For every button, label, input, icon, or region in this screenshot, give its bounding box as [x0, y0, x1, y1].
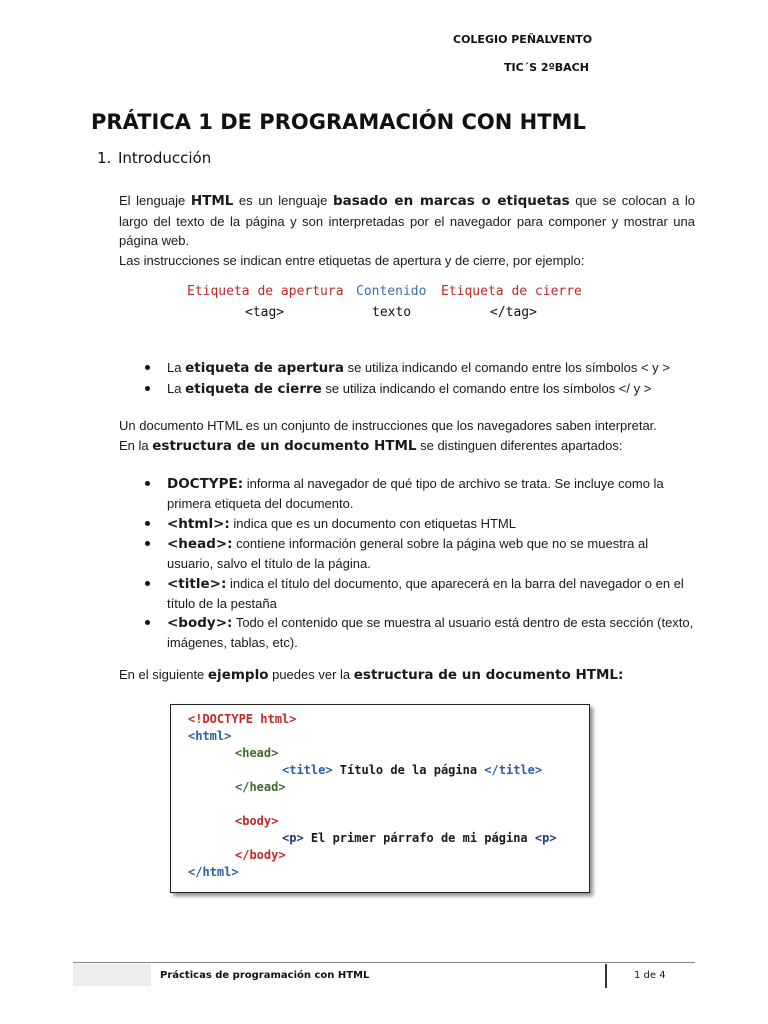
text-run: En el siguiente — [119, 667, 208, 682]
bold-run: basado en marcas o etiquetas — [332, 193, 570, 209]
tag-bullet-list — [145, 358, 695, 400]
structure-bullet-list — [145, 474, 695, 653]
section-title: Introducción — [118, 149, 212, 167]
text-run: Un documento HTML es un conjunto de instrucciones que los navegadores saben interpretar. — [119, 418, 657, 433]
footer-title: Prácticas de programación con HTML — [160, 970, 370, 981]
section-number: 1. — [97, 149, 112, 167]
example-paragraph — [119, 665, 695, 686]
text-run: La — [167, 360, 186, 375]
opening-tag-label: Etiqueta de apertura — [187, 284, 344, 299]
code-token: </title> — [484, 763, 543, 777]
bold-run: <title>: — [167, 575, 227, 592]
bold-run: estructura de un documento HTML: — [353, 667, 624, 683]
school-name: COLEGIO PEÑALVENTO — [453, 33, 593, 46]
course-name: TIC´S 2ºBACH — [504, 61, 589, 74]
content-text: texto — [372, 305, 412, 320]
text-run: es un lenguaje — [233, 193, 333, 208]
list-item — [145, 474, 695, 513]
bold-run: ejemplo — [207, 667, 269, 683]
code-example-box — [170, 704, 590, 893]
text-run: La — [167, 381, 186, 396]
code-token: <p> — [534, 831, 557, 845]
text-run: que se colocan a lo largo del texto de la página y son interpretadas por el navegador para componer y mostrar una página web. — [119, 193, 695, 248]
page-number: 1 de 4 — [634, 970, 666, 981]
footer-separator — [605, 964, 607, 988]
text-run: El lenguaje — [119, 193, 191, 208]
code-line-html-open: <html> — [188, 729, 232, 743]
list-item — [145, 574, 695, 613]
code-line-body-close: </body> — [235, 848, 286, 862]
text-run: indica que es un documento con etiquetas HTML — [229, 515, 516, 531]
code-line-html-close: </html> — [188, 865, 239, 879]
text-run: informa al navegador de qué tipo de archivo se trata. Se incluye como la primera etiqueta del documento. — [167, 476, 664, 511]
list-item — [145, 613, 695, 652]
code-token: Título de la página — [332, 763, 485, 777]
bold-run: etiqueta de cierre — [185, 381, 322, 397]
list-item — [145, 534, 695, 573]
code-line-head-open: <head> — [235, 746, 279, 760]
list-item — [145, 358, 695, 378]
footer-shade-block — [73, 964, 151, 986]
closing-tag: </tag> — [490, 305, 537, 320]
text-run: indica el título del documento, que aparecerá en la barra del navegador o en el título de la pestaña — [167, 575, 684, 611]
bold-run: <html>: — [167, 515, 230, 532]
code-token: <title> — [282, 763, 333, 777]
bold-run: etiqueta de apertura — [185, 360, 344, 376]
text-run: En la — [119, 437, 153, 453]
text-run: Todo el contenido que se muestra al usuario está dentro de esta sección (texto, imágenes, tablas, etc). — [167, 615, 694, 650]
text-run: se distinguen diferentes apartados: — [416, 437, 623, 453]
intro-paragraph — [119, 191, 695, 270]
page-title: PRÁTICA 1 DE PROGRAMACIÓN CON HTML — [91, 110, 586, 134]
list-item — [145, 379, 695, 399]
code-line-body-open: <body> — [235, 814, 279, 828]
text-run: se utiliza indicando el comando entre los símbolos </ y > — [321, 381, 652, 396]
code-line-doctype: <!DOCTYPE html> — [188, 712, 297, 726]
code-line-paragraph — [282, 831, 557, 845]
bold-run: DOCTYPE: — [167, 476, 244, 492]
text-run: contiene información general sobre la página web que no se muestra al usuario, salvo el título de la página. — [167, 536, 649, 571]
text-run: se utiliza indicando el comando entre los símbolos < y > — [343, 360, 670, 375]
closing-tag-label: Etiqueta de cierre — [441, 284, 582, 299]
opening-tag: <tag> — [245, 305, 285, 320]
text-run: puedes ver la — [268, 667, 354, 682]
code-line-head-close: </head> — [235, 780, 286, 794]
section-heading — [97, 149, 211, 167]
structure-paragraph — [119, 416, 695, 456]
bold-run: <head>: — [167, 536, 233, 552]
footer-divider — [73, 962, 695, 963]
text-run: Las instrucciones se indican entre etiquetas de apertura y de cierre, por ejemplo: — [119, 252, 585, 268]
bold-run: estructura de un documento HTML — [152, 437, 417, 454]
list-item — [145, 514, 695, 534]
code-line-title — [282, 763, 542, 777]
content-label: Contenido — [356, 284, 427, 299]
bold-run: <body>: — [167, 615, 233, 631]
bold-run: HTML — [190, 193, 234, 209]
code-token: El primer párrafo de mi página — [303, 831, 535, 845]
code-token: <p> — [282, 831, 304, 845]
